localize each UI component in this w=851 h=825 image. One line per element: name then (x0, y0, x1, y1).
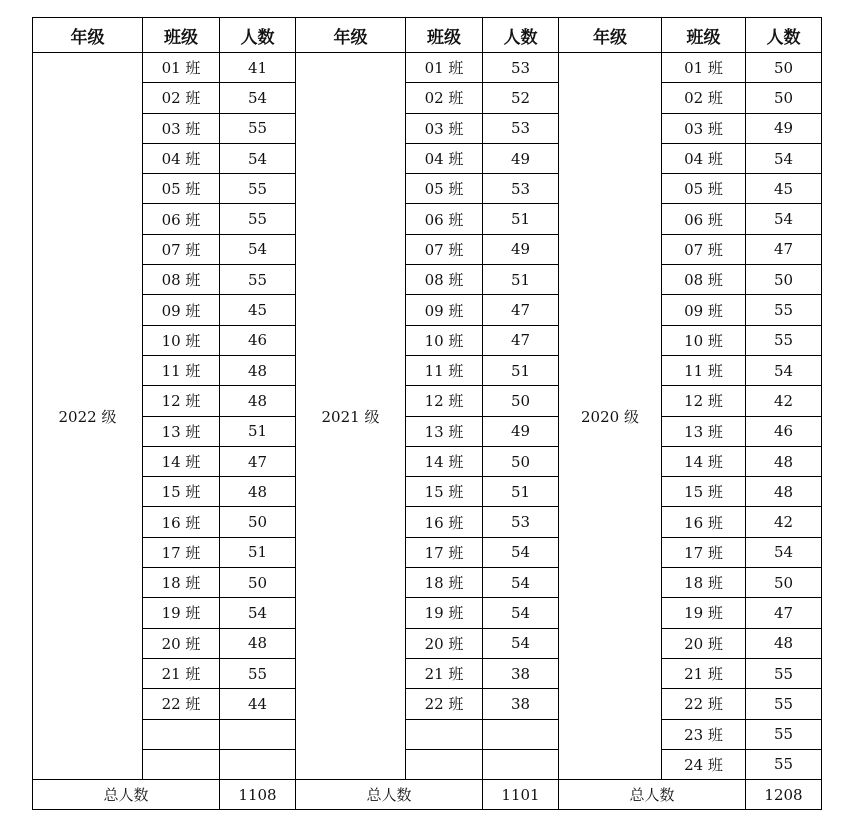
count-cell: 45 (220, 295, 296, 325)
table-row (33, 234, 822, 264)
class-cell: 20 班 (143, 628, 220, 658)
count-cell: 55 (220, 174, 296, 204)
count-cell: 47 (746, 598, 822, 628)
count-cell: 53 (483, 174, 559, 204)
count-cell: 47 (483, 325, 559, 355)
count-cell: 55 (746, 749, 822, 779)
count-cell: 45 (746, 174, 822, 204)
count-cell: 48 (746, 628, 822, 658)
class-cell: 06 班 (662, 204, 746, 234)
count-cell: 38 (483, 689, 559, 719)
count-cell: 54 (220, 234, 296, 264)
table-row (33, 537, 822, 567)
class-cell: 20 班 (662, 628, 746, 658)
class-cell: 06 班 (406, 204, 483, 234)
count-cell: 48 (220, 628, 296, 658)
count-cell: 51 (483, 355, 559, 385)
total-label: 总人数 (296, 780, 483, 810)
count-cell: 54 (483, 568, 559, 598)
count-cell: 54 (483, 598, 559, 628)
class-cell: 22 班 (143, 689, 220, 719)
count-cell: 50 (483, 446, 559, 476)
count-cell: 53 (483, 113, 559, 143)
table-row (33, 386, 822, 416)
class-cell: 22 班 (662, 689, 746, 719)
grade-header: 年级 (33, 18, 143, 53)
class-cell: 01 班 (406, 53, 483, 83)
table-row (33, 658, 822, 688)
count-cell: 54 (746, 143, 822, 173)
total-value: 1101 (483, 780, 559, 810)
class-cell: 19 班 (143, 598, 220, 628)
count-cell: 50 (746, 83, 822, 113)
class-cell: 21 班 (662, 658, 746, 688)
class-cell: 18 班 (406, 568, 483, 598)
table-row (33, 416, 822, 446)
table-row (33, 174, 822, 204)
class-cell: 02 班 (662, 83, 746, 113)
count-cell: 49 (483, 143, 559, 173)
header-row (33, 18, 822, 53)
total-label: 总人数 (33, 780, 220, 810)
count-cell: 50 (220, 507, 296, 537)
count-cell: 54 (220, 598, 296, 628)
class-cell: 13 班 (143, 416, 220, 446)
table-row (33, 446, 822, 476)
count-cell: 50 (746, 265, 822, 295)
class-cell: 24 班 (662, 749, 746, 779)
count-cell: 51 (483, 204, 559, 234)
count-cell: 44 (220, 689, 296, 719)
class-cell: 20 班 (406, 628, 483, 658)
class-cell: 21 班 (143, 658, 220, 688)
class-cell: 05 班 (143, 174, 220, 204)
table-row (33, 628, 822, 658)
grade-cell: 2020 级 (559, 53, 662, 780)
table-row (33, 295, 822, 325)
grade-header: 年级 (559, 18, 662, 53)
class-cell: 15 班 (143, 477, 220, 507)
count-cell: 46 (746, 416, 822, 446)
total-value: 1108 (220, 780, 296, 810)
table-row (33, 143, 822, 173)
class-cell: 09 班 (143, 295, 220, 325)
empty-cell (483, 719, 559, 749)
class-cell: 10 班 (662, 325, 746, 355)
empty-cell (406, 719, 483, 749)
empty-cell (483, 749, 559, 779)
class-cell: 16 班 (406, 507, 483, 537)
class-cell: 05 班 (662, 174, 746, 204)
class-cell: 11 班 (406, 355, 483, 385)
count-cell: 55 (746, 689, 822, 719)
count-cell: 55 (220, 658, 296, 688)
table-row (33, 749, 822, 779)
count-cell: 55 (220, 265, 296, 295)
table-row (33, 477, 822, 507)
count-header: 人数 (483, 18, 559, 53)
class-cell: 06 班 (143, 204, 220, 234)
class-cell: 14 班 (143, 446, 220, 476)
class-cell: 12 班 (143, 386, 220, 416)
count-cell: 42 (746, 386, 822, 416)
class-roster-table (32, 17, 822, 810)
count-cell: 51 (483, 477, 559, 507)
count-cell: 54 (746, 355, 822, 385)
count-cell: 52 (483, 83, 559, 113)
class-cell: 03 班 (662, 113, 746, 143)
class-cell: 12 班 (406, 386, 483, 416)
count-cell: 55 (746, 719, 822, 749)
count-cell: 47 (746, 234, 822, 264)
count-cell: 54 (483, 537, 559, 567)
empty-cell (220, 749, 296, 779)
class-header: 班级 (406, 18, 483, 53)
class-cell: 15 班 (406, 477, 483, 507)
class-cell: 18 班 (143, 568, 220, 598)
class-cell: 08 班 (406, 265, 483, 295)
class-cell: 09 班 (406, 295, 483, 325)
class-cell: 17 班 (662, 537, 746, 567)
class-cell: 11 班 (662, 355, 746, 385)
table-row (33, 53, 822, 83)
table-row (33, 83, 822, 113)
class-cell: 03 班 (143, 113, 220, 143)
count-cell: 47 (483, 295, 559, 325)
count-header: 人数 (746, 18, 822, 53)
count-cell: 50 (746, 53, 822, 83)
class-cell: 18 班 (662, 568, 746, 598)
count-cell: 50 (746, 568, 822, 598)
count-cell: 46 (220, 325, 296, 355)
class-cell: 09 班 (662, 295, 746, 325)
count-cell: 54 (220, 143, 296, 173)
count-cell: 55 (746, 325, 822, 355)
class-cell: 02 班 (143, 83, 220, 113)
class-cell: 16 班 (662, 507, 746, 537)
count-cell: 54 (746, 537, 822, 567)
count-cell: 53 (483, 507, 559, 537)
count-cell: 48 (746, 446, 822, 476)
count-cell: 48 (746, 477, 822, 507)
count-cell: 38 (483, 658, 559, 688)
count-cell: 51 (220, 416, 296, 446)
class-cell: 05 班 (406, 174, 483, 204)
count-cell: 49 (483, 234, 559, 264)
class-cell: 04 班 (143, 143, 220, 173)
class-cell: 08 班 (143, 265, 220, 295)
count-cell: 41 (220, 53, 296, 83)
grade-cell: 2022 级 (33, 53, 143, 780)
class-cell: 19 班 (406, 598, 483, 628)
class-cell: 07 班 (143, 234, 220, 264)
roster-body (33, 53, 822, 810)
count-cell: 50 (220, 568, 296, 598)
class-cell: 04 班 (662, 143, 746, 173)
count-cell: 55 (746, 658, 822, 688)
class-cell: 11 班 (143, 355, 220, 385)
class-cell: 14 班 (406, 446, 483, 476)
table-row (33, 689, 822, 719)
class-cell: 13 班 (662, 416, 746, 446)
table-row (33, 598, 822, 628)
class-cell: 02 班 (406, 83, 483, 113)
count-cell: 54 (483, 628, 559, 658)
class-cell: 01 班 (143, 53, 220, 83)
empty-cell (143, 719, 220, 749)
class-cell: 22 班 (406, 689, 483, 719)
table-row (33, 355, 822, 385)
class-cell: 21 班 (406, 658, 483, 688)
count-cell: 55 (220, 204, 296, 234)
table-row (33, 265, 822, 295)
count-cell: 49 (483, 416, 559, 446)
class-cell: 10 班 (143, 325, 220, 355)
count-cell: 51 (220, 537, 296, 567)
class-cell: 07 班 (662, 234, 746, 264)
count-cell: 49 (746, 113, 822, 143)
class-cell: 12 班 (662, 386, 746, 416)
class-cell: 10 班 (406, 325, 483, 355)
empty-cell (143, 749, 220, 779)
class-cell: 07 班 (406, 234, 483, 264)
count-cell: 54 (746, 204, 822, 234)
count-cell: 55 (220, 113, 296, 143)
class-cell: 19 班 (662, 598, 746, 628)
class-header: 班级 (662, 18, 746, 53)
count-cell: 48 (220, 477, 296, 507)
class-cell: 17 班 (406, 537, 483, 567)
count-cell: 51 (483, 265, 559, 295)
count-cell: 42 (746, 507, 822, 537)
class-cell: 17 班 (143, 537, 220, 567)
table-row (33, 568, 822, 598)
class-cell: 16 班 (143, 507, 220, 537)
class-cell: 14 班 (662, 446, 746, 476)
empty-cell (406, 749, 483, 779)
total-row (33, 780, 822, 810)
class-cell: 15 班 (662, 477, 746, 507)
class-header: 班级 (143, 18, 220, 53)
count-cell: 50 (483, 386, 559, 416)
total-label: 总人数 (559, 780, 746, 810)
count-cell: 47 (220, 446, 296, 476)
count-cell: 55 (746, 295, 822, 325)
count-cell: 53 (483, 53, 559, 83)
class-cell: 23 班 (662, 719, 746, 749)
class-cell: 04 班 (406, 143, 483, 173)
total-value: 1208 (746, 780, 822, 810)
empty-cell (220, 719, 296, 749)
grade-header: 年级 (296, 18, 406, 53)
table-row (33, 204, 822, 234)
count-cell: 48 (220, 355, 296, 385)
table-row (33, 719, 822, 749)
table-row (33, 325, 822, 355)
class-cell: 03 班 (406, 113, 483, 143)
table-row (33, 113, 822, 143)
table-row (33, 507, 822, 537)
class-cell: 01 班 (662, 53, 746, 83)
count-header: 人数 (220, 18, 296, 53)
count-cell: 54 (220, 83, 296, 113)
count-cell: 48 (220, 386, 296, 416)
grade-cell: 2021 级 (296, 53, 406, 780)
class-cell: 08 班 (662, 265, 746, 295)
class-cell: 13 班 (406, 416, 483, 446)
